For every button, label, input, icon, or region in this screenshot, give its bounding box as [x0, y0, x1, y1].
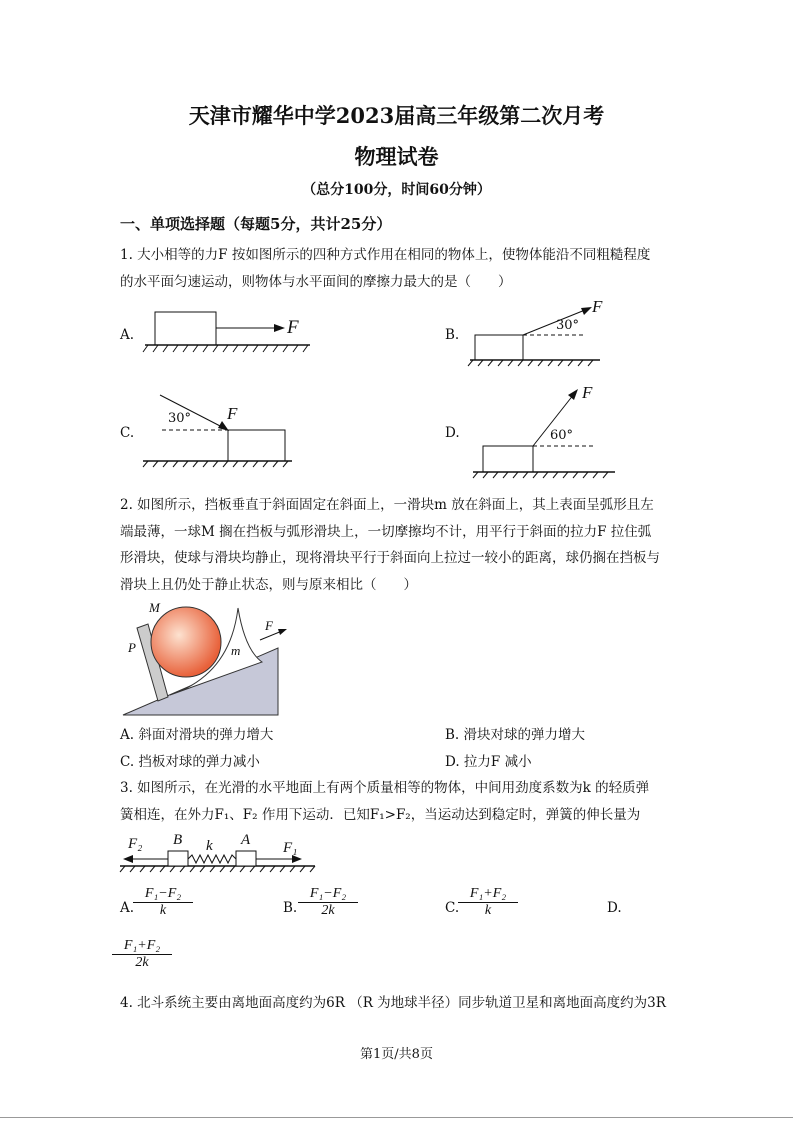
denominator: 2k — [135, 955, 149, 970]
q2-option-c[interactable]: C. 挡板对球的弹力减小 — [120, 754, 260, 770]
q3-option-c[interactable]: C. — [445, 900, 460, 916]
label-k: k — [206, 838, 213, 854]
q2-text: 形滑块，使球与滑块均静止，现将滑块平行于斜面向上拉过一较小的距离，球仍搁在挡板与 — [120, 550, 660, 566]
label-F2: F₂ — [128, 836, 143, 852]
exam-subtitle: 物理试卷 — [354, 144, 439, 169]
q3-option-a-formula — [133, 886, 193, 919]
numerator: F₁+F₂ — [112, 938, 172, 955]
q1-diagram-c — [140, 390, 300, 470]
exam-info: （总分100分，时间60分钟） — [302, 182, 491, 198]
q2-text: 滑块上且仍处于静止状态，则与原来相比（ ） — [120, 577, 417, 593]
q3-option-a[interactable]: A. — [120, 900, 135, 916]
q1-option-a[interactable]: A. — [120, 327, 135, 343]
label-B: B — [173, 832, 183, 848]
force-label: F — [287, 317, 299, 338]
q2-option-b[interactable]: B. 滑块对球的弹力增大 — [445, 727, 586, 743]
q3-text: 3. 如图所示，在光滑的水平地面上有两个质量相等的物体，中间用劲度系数为k 的轻质弹 — [120, 780, 650, 796]
denominator: k — [159, 903, 167, 918]
angle-label: 60° — [550, 428, 574, 443]
section-heading: 一、单项选择题（每题5分，共计25分） — [120, 215, 392, 233]
q2-diagram — [120, 600, 285, 718]
angle-label: 30° — [168, 411, 192, 426]
force-label: F — [582, 383, 593, 402]
q2-text: 端最薄，一球M 搁在挡板与弧形滑块上，一切摩擦均不计，用平行于斜面的拉力F 拉住弧 — [120, 524, 652, 540]
q2-text: 2. 如图所示，挡板垂直于斜面固定在斜面上，一滑块m 放在斜面上，其上表面呈弧形且左 — [120, 497, 654, 513]
q3-text: 簧相连，在外力F₁、F₂ 作用下运动．已知F₁>F₂，当运动达到稳定时，弹簧的伸长量为 — [120, 807, 641, 823]
q4-text: 4. 北斗系统主要由离地面高度约为6R （R 为地球半径）同步轨道卫星和离地面高度约为3R — [120, 995, 666, 1011]
page-footer: 第1页/共8页 — [360, 1047, 433, 1062]
q1-text: 的水平面匀速运动，则物体与水平面间的摩擦力最大的是（ ） — [120, 274, 512, 290]
page-divider — [0, 1117, 793, 1118]
q1-option-c[interactable]: C. — [120, 425, 135, 441]
q1-text: 1. 大小相等的力F 按如图所示的四种方式作用在相同的物体上，使物体能沿不同粗糙程度 — [120, 247, 651, 263]
q1-diagram-d — [470, 380, 620, 475]
numerator: F₁−F₂ — [298, 886, 358, 903]
numerator: F₁−F₂ — [133, 886, 193, 903]
denominator: 2k — [321, 903, 335, 918]
q3-option-d[interactable]: D. — [607, 900, 622, 916]
label-m: m — [231, 643, 241, 658]
q3-option-d-formula — [112, 938, 172, 971]
force-label: F — [592, 297, 603, 316]
q3-option-b-formula — [298, 886, 358, 919]
label-A: A — [241, 832, 251, 848]
q3-option-c-formula — [458, 886, 518, 919]
label-F: F — [265, 618, 273, 633]
angle-label: 30° — [556, 318, 580, 333]
numerator: F₁+F₂ — [458, 886, 518, 903]
label-M: M — [149, 600, 160, 615]
denominator: k — [484, 903, 492, 918]
q1-diagram-b — [465, 300, 605, 370]
force-label: F — [227, 404, 238, 423]
q3-option-b[interactable]: B. — [283, 900, 298, 916]
q1-option-d[interactable]: D. — [445, 425, 460, 441]
q2-option-a[interactable]: A. 斜面对滑块的弹力增大 — [120, 727, 274, 743]
label-F1: F₁ — [283, 840, 298, 856]
label-P: P — [128, 640, 136, 655]
exam-title: 天津市耀华中学2023届高三年级第二次月考 — [188, 103, 605, 128]
q2-option-d[interactable]: D. 拉力F 减小 — [445, 754, 532, 770]
q1-option-b[interactable]: B. — [445, 327, 460, 343]
